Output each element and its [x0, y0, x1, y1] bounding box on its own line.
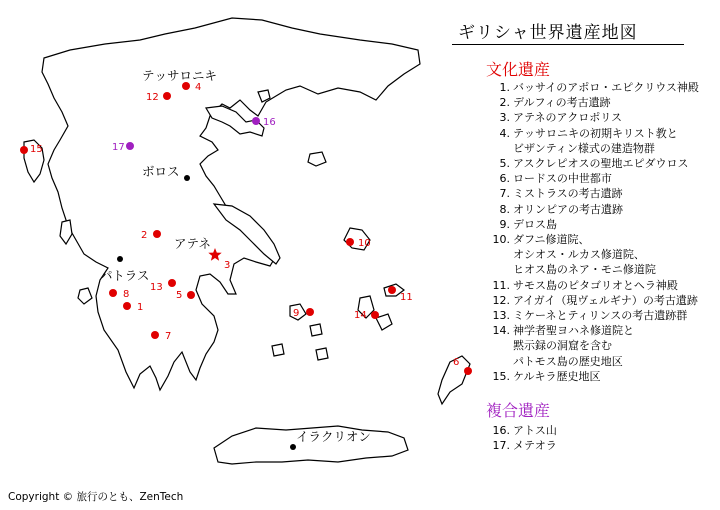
mixed-heading: 複合遺産 [486, 401, 551, 420]
mixed-legend-line [488, 438, 557, 453]
cultural-legend-line [488, 202, 720, 217]
site-marker-label: 8 [123, 289, 130, 300]
site-marker-label: 13 [150, 282, 163, 293]
city-label-patras: パトラス [100, 268, 150, 283]
site-marker-dot [371, 311, 379, 319]
city-dot [117, 256, 123, 262]
cultural-legend-line [488, 232, 720, 247]
legend-text: ミケーネとティリンスの考古遺跡群 [513, 309, 688, 323]
kefalonia [60, 220, 72, 244]
cultural-legend-line [488, 323, 720, 338]
legend-number: 7. [499, 187, 510, 201]
cultural-legend-line [488, 338, 720, 353]
site-marker-label: 2 [141, 230, 148, 241]
legend-text: アトス山 [513, 424, 557, 437]
legend-text: ミストラスの考古遺跡 [513, 187, 623, 201]
cultural-legend-line [488, 95, 720, 110]
site-marker-dot [346, 238, 354, 246]
page-title: ギリシャ世界遺産地図 [458, 23, 638, 43]
city-label-heraklion: イラクリオン [296, 429, 371, 444]
zakynthos [78, 288, 92, 304]
mixed-legend [488, 423, 557, 453]
legend-text: デロス島 [513, 217, 557, 231]
site-marker-label: 6 [453, 357, 460, 368]
legend-number: 5. [499, 157, 510, 171]
site-marker-label: 14 [354, 310, 367, 321]
cultural-legend-line [488, 110, 720, 125]
legend-text: サモス島のピタゴリオとヘラ神殿 [513, 278, 678, 292]
legend-text: メテオラ [513, 439, 557, 453]
mixed-legend-line [488, 423, 557, 438]
legend-text: ビザンティン様式の建造物群 [513, 141, 655, 155]
legend-number: 17. [492, 439, 510, 453]
site-marker-dot [109, 289, 117, 297]
site-marker-label: 11 [400, 292, 413, 303]
legend-number: 4. [499, 126, 510, 140]
legend-text: テッサロニキの初期キリスト教と [513, 126, 678, 140]
cultural-legend-line [488, 141, 720, 156]
city-dot [184, 175, 190, 181]
legend-number: 3. [499, 111, 510, 125]
cultural-legend-line [488, 80, 720, 95]
site-marker-label: 3 [224, 260, 231, 271]
legend-number [488, 247, 513, 262]
cyclades-2 [310, 324, 322, 336]
legend-text: バッサイのアポロ・エピクリウス神殿 [513, 81, 699, 94]
cyclades-3 [272, 344, 284, 356]
city-label-athens: アテネ [174, 236, 212, 251]
cultural-legend-line [488, 186, 720, 201]
site-marker-dot [168, 279, 176, 287]
cultural-legend [488, 80, 720, 384]
legend-number: 10. [492, 233, 510, 247]
site-marker-dot [388, 286, 396, 294]
legend-text: アスクレピオスの聖地エピダウロス [513, 157, 689, 171]
legend-text: パトモス島の歴史地区 [513, 354, 623, 368]
city-label-volos: ボロス [142, 164, 180, 179]
legend-text: アテネのアクロポリス [513, 111, 623, 125]
legend-number [488, 338, 513, 353]
site-marker-label: 16 [263, 117, 276, 128]
legend-number: 16. [492, 424, 510, 437]
legend-number: 6. [499, 172, 510, 186]
cultural-legend-line [488, 247, 720, 262]
legend-number [488, 141, 513, 156]
legend-number: 13. [492, 309, 510, 323]
site-marker-dot [187, 291, 195, 299]
legend-text: アイガイ（現ヴェルギナ）の考古遺跡 [513, 293, 698, 307]
cultural-legend-line [488, 171, 720, 186]
site-marker-label: 4 [195, 82, 202, 93]
legend-text: オリンピアの考古遺跡 [513, 202, 623, 216]
legend-text: デルフィの考古遺跡 [513, 96, 611, 110]
legend-text: ロードスの中世都市 [513, 172, 612, 186]
cultural-legend-line [488, 369, 720, 384]
site-marker-dot [126, 142, 134, 150]
legend-number [488, 262, 513, 277]
site-marker-dot [252, 117, 260, 125]
title-underline [452, 44, 684, 45]
cultural-legend-line [488, 126, 720, 141]
cultural-legend-line [488, 278, 720, 293]
site-marker-label: 17 [112, 142, 125, 153]
cultural-legend-line [488, 293, 720, 308]
site-marker-dot [306, 308, 314, 316]
cultural-legend-line [488, 262, 720, 277]
site-marker-dot [123, 302, 131, 310]
site-marker-label: 12 [146, 92, 159, 103]
site-marker-dot [163, 92, 171, 100]
site-marker-label: 7 [165, 331, 172, 342]
site-marker-label: 10 [358, 238, 371, 249]
copyright: Copyright © 旅行のとも、ZenTech [8, 491, 184, 503]
site-marker-label: 1 [137, 302, 144, 313]
site-marker-dot [151, 331, 159, 339]
lemnos [308, 152, 326, 166]
legend-number: 1. [499, 81, 510, 94]
legend-text: ケルキラ歴史地区 [513, 369, 601, 383]
legend-text: 黙示録の洞窟を含む [513, 339, 612, 353]
cultural-legend-line [488, 217, 720, 232]
legend-text: ヒオス島のネア・モニ修道院 [513, 263, 656, 277]
site-marker-label: 15 [30, 144, 43, 155]
cultural-legend-line [488, 354, 720, 369]
legend-text: 神学者聖ヨハネ修道院と [513, 324, 634, 338]
site-marker-label: 9 [293, 308, 300, 319]
legend-number: 11. [492, 278, 510, 292]
city-label-thessaloniki: テッサロニキ [142, 68, 218, 83]
legend-number [488, 354, 513, 369]
site-marker-label: 5 [176, 290, 183, 301]
legend-number: 9. [499, 217, 510, 231]
cultural-heading: 文化遺産 [486, 60, 551, 79]
legend-text: オシオス・ルカス修道院、 [513, 248, 645, 262]
legend-text: ダフニ修道院、 [513, 233, 590, 247]
legend-number: 15. [492, 369, 510, 383]
site-marker-dot [20, 146, 28, 154]
mainland-greece [42, 18, 420, 390]
cyclades-4 [316, 348, 328, 360]
legend-number: 8. [499, 202, 510, 216]
legend-number: 12. [492, 293, 510, 307]
cultural-legend-line [488, 308, 720, 323]
site-marker-dot [464, 367, 472, 375]
legend-number: 2. [499, 96, 510, 110]
site-marker-dot [153, 230, 161, 238]
legend-number: 14. [492, 324, 510, 338]
cultural-legend-line [488, 156, 720, 171]
